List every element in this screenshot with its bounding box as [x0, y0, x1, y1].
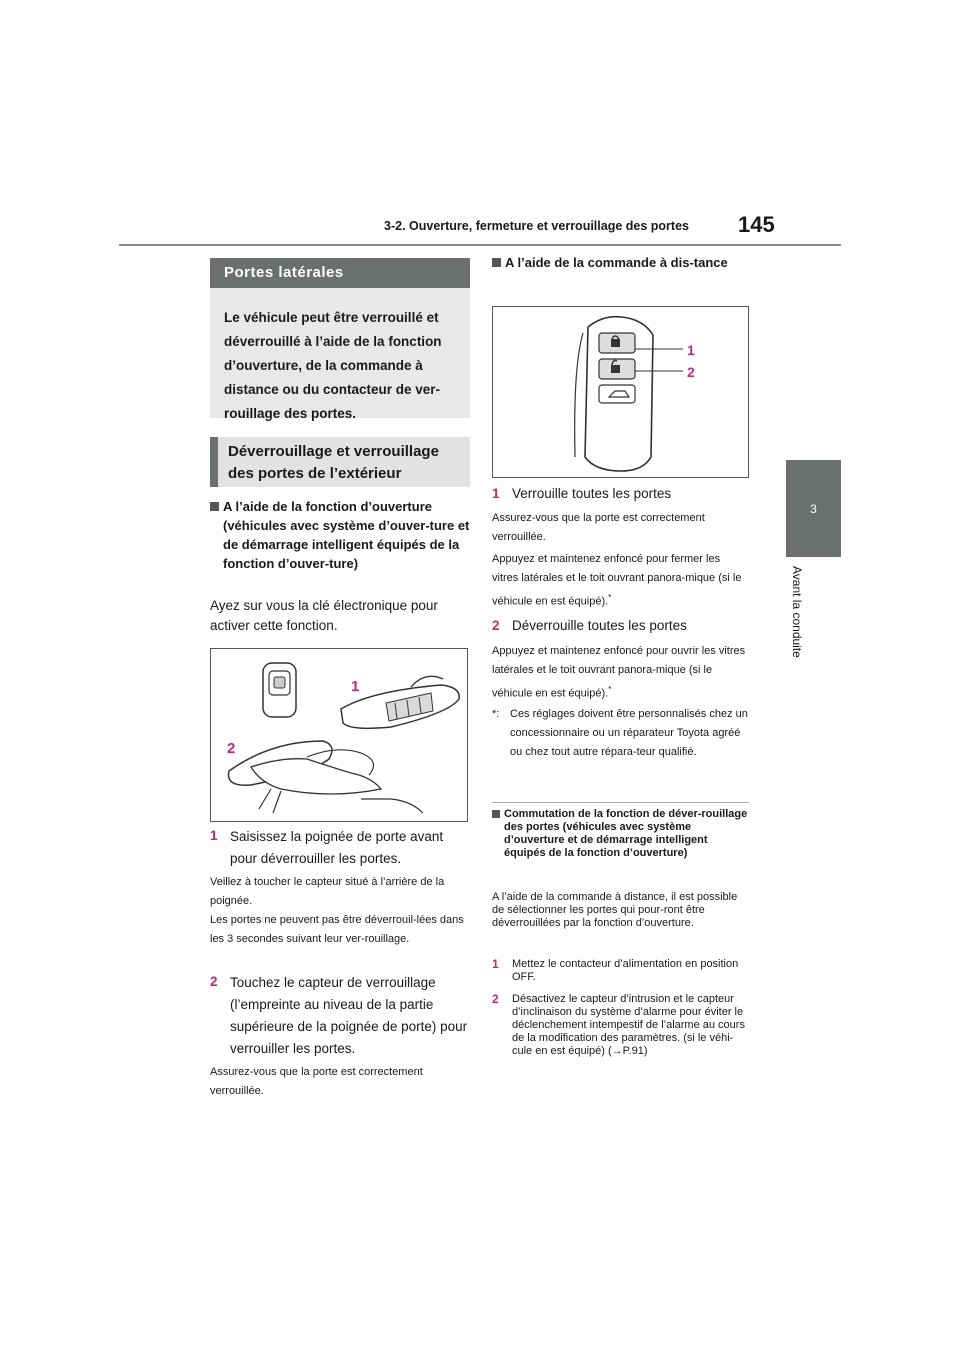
arrow-icon: → — [611, 1045, 623, 1057]
chapter-label: Avant la conduite — [790, 566, 804, 658]
left-step-1 — [210, 826, 470, 870]
bullet-text: Ayez sur vous la clé électronique pour activer cette fonction. — [210, 598, 438, 633]
step-text: Touchez le capteur de verrouillage (l’empreinte au niveau de la partie supérieure de la poignée de porte) pour verrouiller les portes. — [230, 975, 468, 1056]
page-number: 145 — [738, 212, 775, 237]
figure-label-1: 1 — [687, 342, 695, 358]
right-step-1 — [492, 484, 749, 504]
step-text: Désactivez le capteur d’intrusion et le capteur d’inclinaison du système d’alarme pour éviter le déclenchement intempestif de l’alarme au cours de la modification des paramètres. (si le véhi-cule en est équipé) (→P.91) — [512, 993, 745, 1057]
info-step-1 — [492, 958, 749, 984]
step-number: 1 — [492, 957, 499, 971]
remote-key-illustration — [493, 307, 748, 477]
left-step-1-note-2: Les portes ne peuvent pas être déverrouil-lées dans les 3 secondes suivant leur ver-rouillage. — [210, 914, 464, 945]
door-handle-figure — [210, 648, 468, 822]
chapter-number: 3 — [810, 501, 817, 516]
left-step-2 — [210, 972, 470, 1060]
left-step-2-note: Assurez-vous que la porte est correctement verrouillée. — [210, 1066, 423, 1097]
box-title-portes: Portes latérales — [210, 258, 470, 288]
bullet-square-icon — [210, 502, 219, 511]
info-block — [492, 808, 749, 860]
step-number: 2 — [492, 618, 500, 633]
header-divider — [119, 244, 841, 246]
footnote — [492, 705, 749, 762]
right-step-1-note-2: Appuyez et maintenez enfoncé pour fermer les vitres latérales et le toit ouvrant panora-mique (si le véhicule en est équipé).* — [492, 553, 742, 608]
left-step-1-note-1: Veillez à toucher le capteur situé à l’arrière de la poignée. — [210, 876, 445, 907]
step-number: 2 — [210, 974, 218, 989]
bullet-square-icon — [492, 810, 500, 818]
bullet-square-icon — [492, 258, 501, 267]
info-divider — [492, 802, 749, 803]
intro-box: Le véhicule peut être verrouillé et déverrouillé à l’aide de la fonction d’ouverture, de la commande à distance ou du contacteur de ver-rouillage des portes. — [210, 288, 470, 418]
right-step-2 — [492, 616, 749, 636]
figure-label-2: 2 — [227, 740, 236, 757]
subsection-title: Déverrouillage et verrouillage des portes de l’extérieur — [210, 437, 470, 487]
footnote-text: Ces réglages doivent être personnalisés chez un concessionnaire ou un réparateur Toyota agréé ou chez tout autre répara-teur qualifié. — [510, 708, 748, 758]
figure-label-1: 1 — [351, 678, 360, 695]
info-text: A l’aide de la commande à distance, il est possible de sélectionner les portes qui pour-ront être déverrouillées par la fonction d’ouverture. — [492, 891, 738, 929]
door-handle-illustration — [211, 649, 467, 821]
right-step-1-note-1: Assurez-vous que la porte est correctement verrouillée. — [492, 512, 705, 543]
footnote-mark: *: — [492, 708, 500, 720]
info-step-2 — [492, 993, 749, 1058]
section-title: 3-2. Ouverture, fermeture et verrouillage des portes — [384, 219, 689, 233]
step-text: Déverrouille toutes les portes — [512, 618, 687, 633]
step-text: Saisissez la poignée de porte avant pour déverrouiller les portes. — [230, 829, 444, 866]
step-number: 1 — [210, 828, 218, 843]
bullet-remote — [492, 253, 749, 272]
step-text: Verrouille toutes les portes — [512, 486, 672, 501]
page-reference-link[interactable]: P.91) — [622, 1045, 648, 1057]
figure-label-2: 2 — [687, 364, 695, 380]
bullet-title: A l’aide de la commande à dis-tance — [505, 255, 728, 270]
bullet-title: A l’aide de la fonction d’ouverture (véhicules avec système d’ouver-ture et de démarrage intelligent équipés de la fonction d’ouver-ture) — [223, 499, 470, 571]
remote-figure — [492, 306, 749, 478]
step-number: 1 — [492, 486, 500, 501]
bullet-ouverture — [210, 497, 470, 573]
chapter-tab — [786, 460, 841, 557]
info-title: Commutation de la fonction de déver-rouillage des portes (véhicules avec système d’ouverture et de démarrage intelligent équipés de la fonction d’ouverture) — [504, 808, 748, 859]
step-number: 2 — [492, 992, 499, 1006]
step-text: Mettez le contacteur d’alimentation en position OFF. — [512, 958, 739, 983]
right-step-2-note: Appuyez et maintenez enfoncé pour ouvrir les vitres latérales et le toit ouvrant panora-mique (si le véhicule en est équipé).* — [492, 645, 746, 700]
